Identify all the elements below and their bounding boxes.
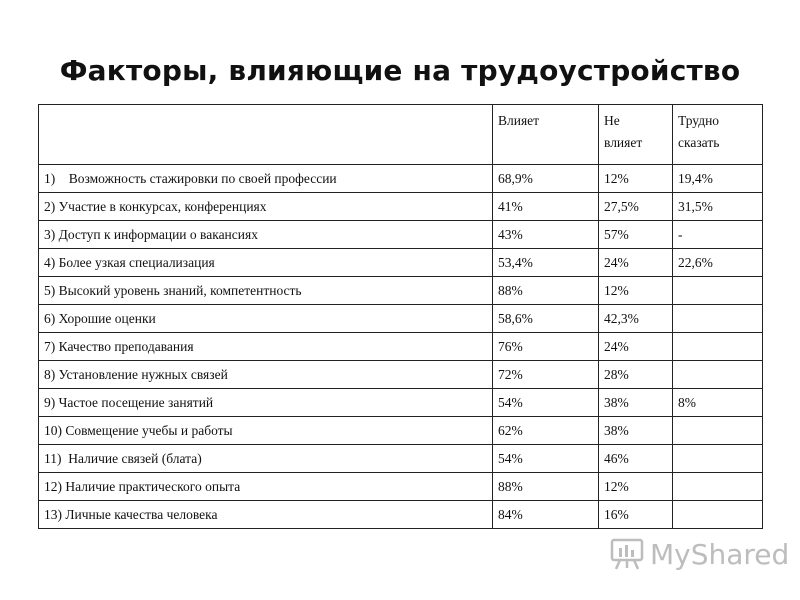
hard-to-say-cell (673, 445, 763, 473)
factor-cell: 6) Хорошие оценки (39, 305, 493, 333)
affects-cell: 62% (493, 417, 599, 445)
not-affects-cell: 24% (599, 249, 673, 277)
hard-to-say-cell: 22,6% (673, 249, 763, 277)
affects-cell: 88% (493, 473, 599, 501)
affects-cell: 58,6% (493, 305, 599, 333)
table-row (39, 417, 763, 445)
factor-cell: 1) Возможность стажировки по своей профессии (39, 165, 493, 193)
factor-cell: 7) Качество преподавания (39, 333, 493, 361)
table-row (39, 361, 763, 389)
not-affects-cell: 42,3% (599, 305, 673, 333)
factor-cell: 2) Участие в конкурсах, конференциях (39, 193, 493, 221)
factor-cell: 5) Высокий уровень знаний, компетентность (39, 277, 493, 305)
factor-cell: 10) Совмещение учебы и работы (39, 417, 493, 445)
factor-cell: 13) Личные качества человека (39, 501, 493, 529)
table-row (39, 305, 763, 333)
hard-to-say-cell: 19,4% (673, 165, 763, 193)
hard-to-say-cell (673, 501, 763, 529)
table-row (39, 445, 763, 473)
not-affects-cell: 12% (599, 165, 673, 193)
factor-cell: 12) Наличие практического опыта (39, 473, 493, 501)
header-label-hard-to-say: Трудно сказать (678, 113, 720, 150)
not-affects-cell: 46% (599, 445, 673, 473)
not-affects-cell: 12% (599, 473, 673, 501)
table-row (39, 473, 763, 501)
watermark (610, 536, 789, 572)
not-affects-cell: 16% (599, 501, 673, 529)
factor-cell: 3) Доступ к информации о вакансиях (39, 221, 493, 249)
affects-cell: 41% (493, 193, 599, 221)
header-label-not-affects: Не влияет (604, 113, 643, 150)
not-affects-cell: 28% (599, 361, 673, 389)
hard-to-say-cell (673, 277, 763, 305)
affects-cell: 88% (493, 277, 599, 305)
affects-cell: 43% (493, 221, 599, 249)
page-title: Факторы, влияющие на трудоустройство (59, 54, 741, 87)
factor-cell: 4) Более узкая специализация (39, 249, 493, 277)
table-row (39, 249, 763, 277)
table-header-row (39, 105, 763, 165)
not-affects-cell: 38% (599, 417, 673, 445)
hard-to-say-cell (673, 361, 763, 389)
hard-to-say-cell (673, 333, 763, 361)
header-cell-not-affects (599, 105, 673, 165)
header-cell-affects: Влияет (493, 105, 599, 165)
affects-cell: 84% (493, 501, 599, 529)
affects-cell: 68,9% (493, 165, 599, 193)
watermark-text: MyShared (650, 537, 790, 571)
table-row (39, 193, 763, 221)
hard-to-say-cell (673, 417, 763, 445)
not-affects-cell: 12% (599, 277, 673, 305)
not-affects-cell: 38% (599, 389, 673, 417)
not-affects-cell: 24% (599, 333, 673, 361)
affects-cell: 54% (493, 445, 599, 473)
presentation-board-icon (610, 538, 644, 570)
factor-cell: 9) Частое посещение занятий (39, 389, 493, 417)
factor-cell: 8) Установление нужных связей (39, 361, 493, 389)
not-affects-cell: 57% (599, 221, 673, 249)
table-row (39, 501, 763, 529)
affects-cell: 53,4% (493, 249, 599, 277)
table-row (39, 389, 763, 417)
hard-to-say-cell (673, 305, 763, 333)
table-row (39, 277, 763, 305)
table-row (39, 333, 763, 361)
affects-cell: 72% (493, 361, 599, 389)
hard-to-say-cell: - (673, 221, 763, 249)
hard-to-say-cell: 31,5% (673, 193, 763, 221)
affects-cell: 54% (493, 389, 599, 417)
hard-to-say-cell (673, 473, 763, 501)
not-affects-cell: 27,5% (599, 193, 673, 221)
hard-to-say-cell: 8% (673, 389, 763, 417)
table-row (39, 165, 763, 193)
factors-table (38, 104, 763, 529)
header-cell-factor (39, 105, 493, 165)
affects-cell: 76% (493, 333, 599, 361)
header-cell-hard-to-say (673, 105, 763, 165)
factor-cell: 11) Наличие связей (блата) (39, 445, 493, 473)
table-row (39, 221, 763, 249)
